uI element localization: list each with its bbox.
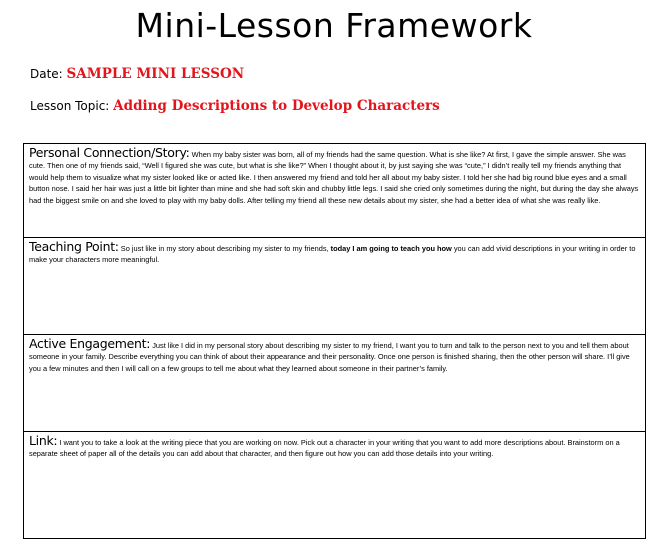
date-label: Date:: [30, 67, 67, 81]
lesson-topic-label: Lesson Topic:: [30, 99, 114, 113]
section-heading: Personal Connection/Story:: [29, 145, 190, 160]
lesson-topic-value: Adding Descriptions to Develop Characters: [113, 98, 440, 114]
section-heading: Active Engagement:: [29, 336, 151, 351]
date-line: [30, 66, 244, 82]
section-heading: Teaching Point:: [29, 239, 119, 254]
lesson-topic-line: [30, 98, 440, 114]
section-text-bold: today I am going to teach you how: [330, 244, 452, 253]
section-text: Just like I did in my personal story about describing my sister to my friend, I want you to turn and talk to the person next to you and tell them about someone in your family. Describe everything you can think of about their appearance and their personality. Once one person is finished sharing, then the other person will share. I’ll give you a few minutes and then I will call on a few groups to tell me about what they learned about someone in their partner’s family.: [29, 341, 630, 373]
section-teaching-point: [24, 237, 645, 334]
section-personal-connection: [24, 144, 645, 237]
date-value: SAMPLE MINI LESSON: [66, 66, 245, 82]
section-active-engagement: [24, 334, 645, 431]
section-text: So just like in my story about describing my sister to my friends,: [118, 244, 331, 253]
framework-table: [23, 143, 646, 539]
section-text: When my baby sister was born, all of my friends had the same question. What is she like? At first, I gave the simple answer. She was cute. Then one of my friends said, “Well I figured she was cute, but what is she like?” When I thought about it, by just saying she was “cute,” I didn’t really tell my friends anything that would help them to visualize what my sister looked like or acted like. I then answered my friend and told her all about my baby sister. I told her she had big round blue eyes and a small button nose. I said her hair was just a little bit lighter than mine and she had soft skin and chubby little legs. I said she cried only sometimes during the night, but during the day she always had the biggest smile on and she loved to play with my baby dolls. After telling my friend all these new details about my sister, she had a better idea of what she was really like.: [29, 150, 639, 205]
section-text: you can add vivid descriptions in your writing in order to make your characters more meaningful.: [29, 244, 636, 265]
page-title: Mini-Lesson Framework: [135, 6, 533, 45]
section-heading: Link:: [29, 433, 58, 448]
section-link: [24, 431, 645, 537]
section-text: I want you to take a look at the writing piece that you are working on now. Pick out a character in your writing that you want to add more descriptions about. Brainstorm on a separate sheet of paper all of the details you can add about that character, and then figure out how you can add those details into your writing.: [29, 438, 620, 459]
